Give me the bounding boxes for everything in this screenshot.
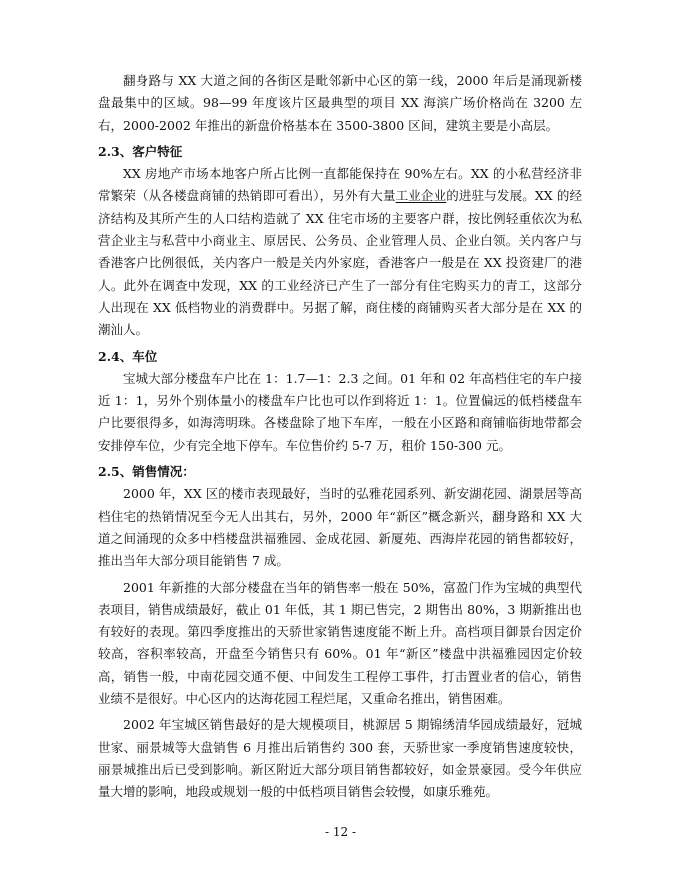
customer-text-part1: XX 房地产市场本地客户所占比例一直都能保持在 90%左右。XX 的小私营经济非常繁荣（从各楼盘商铺的热销即可看出），另外有大量 (98, 166, 582, 204)
paragraph-new-district-frontline: 翻身路与 XX 大道之间的各街区是毗邻新中心区的第一线，2000 年后是涌现新楼盘最集中的区域。98—99 年度该片区最典型的项目 XX 海滨广场价格尚在 3200 左右，2000-2002 年推出的新盘价格基本在 3500-3800 区间，建筑主要是小高层。 (98, 73, 582, 133)
document-body (98, 70, 582, 804)
paragraph-sales-2001: 2001 年新推的大部分楼盘在当年的销售率一般在 50%，富盈门作为宝城的典型代表项目，销售成绩最好，截止 01 年低，其 1 期已售完，2 期售出 80%，3 期新推出也有较好的表现。第四季度推出的天骄世家销售速度能不断上升。高档项目御景台因定价较高，容积率较高，开盘至今销售只有 60%。01 年“新区”楼盘中洪福雅园因定价较高，销售一般，中南花园交通不便、中间发生工程停工事件，打击置业者的信心，销售业绩不是很好。中心区内的达海花园工程烂尾，又重命名推出，销售困难。 (98, 579, 582, 707)
section-heading-parking: 2.4、车位 (98, 348, 158, 364)
customer-text-part2: 的进驻与发展。XX 的经济结构及其所产生的人口结构造就了 XX 住宅市场的主要客户群，按比例轻重依次为私营企业主与私营中小商业主、原居民、公务员、企业管理人员、企业白领。关内客户与香港客户比例很低，关内客户一般是关内外家庭，香港客户一般是在 XX 投资建厂的港人。此外在调查中发现，XX 的工业经济已产生了一部分有住宅购买力的青工，这部分人出现在 XX 低档物业的消费群中。另据了解，商住楼的商铺购买者大部分是在 XX 的潮汕人。 (98, 188, 582, 338)
page-number: - 12 - (324, 825, 356, 839)
paragraph-customer-features (98, 163, 582, 341)
section-heading-customer-features: 2.3、客户特征 (98, 143, 183, 159)
paragraph-sales-2002: 2002 年宝城区销售最好的是大规模项目，桃源居 5 期锦绣清华园成绩最好，冠城世家、丽景城等大盘销售 6 月推出后销售约 300 套，天骄世家一季度销售速度较快，丽景城推出后已受到影响。新区附近大部分项目销售都较好，如金景豪园。受今年供应量大增的影响，地段或规划一般的中低档项目销售会较慢，如康乐雅苑。 (98, 717, 582, 800)
paragraph-parking: 宝城大部分楼盘车户比在 1：1.7—1：2.3 之间。01 年和 02 年高档住宅的车户接近 1：1，另外个别体量小的楼盘车户比也可以作到将近 1：1。位置偏远的低档楼盘车户比要很得多，如海湾明珠。各楼盘除了地下车库，一般在小区路和商铺临街地带都会安排停车位，少有完全地下停车。车位售价约 5-7 万，租价 150-300 元。 (98, 370, 582, 453)
paragraph-sales-2000: 2000 年，XX 区的楼市表现最好，当时的弘雅花园系列、新安湖花园、湖景居等高档住宅的热销情况至今无人出其右，另外，2000 年“新区”概念新兴，翻身路和 XX 大道之间涌现的众多中档楼盘洪福雅园、金成花园、新厦苑、西海岸花园的销售都较好，推出当年大部分项目能销售 7 成。 (98, 486, 582, 569)
underlined-term-industrial-enterprises: 工业企业 (395, 188, 447, 204)
section-heading-sales: 2.5、销售情况： (98, 464, 195, 480)
